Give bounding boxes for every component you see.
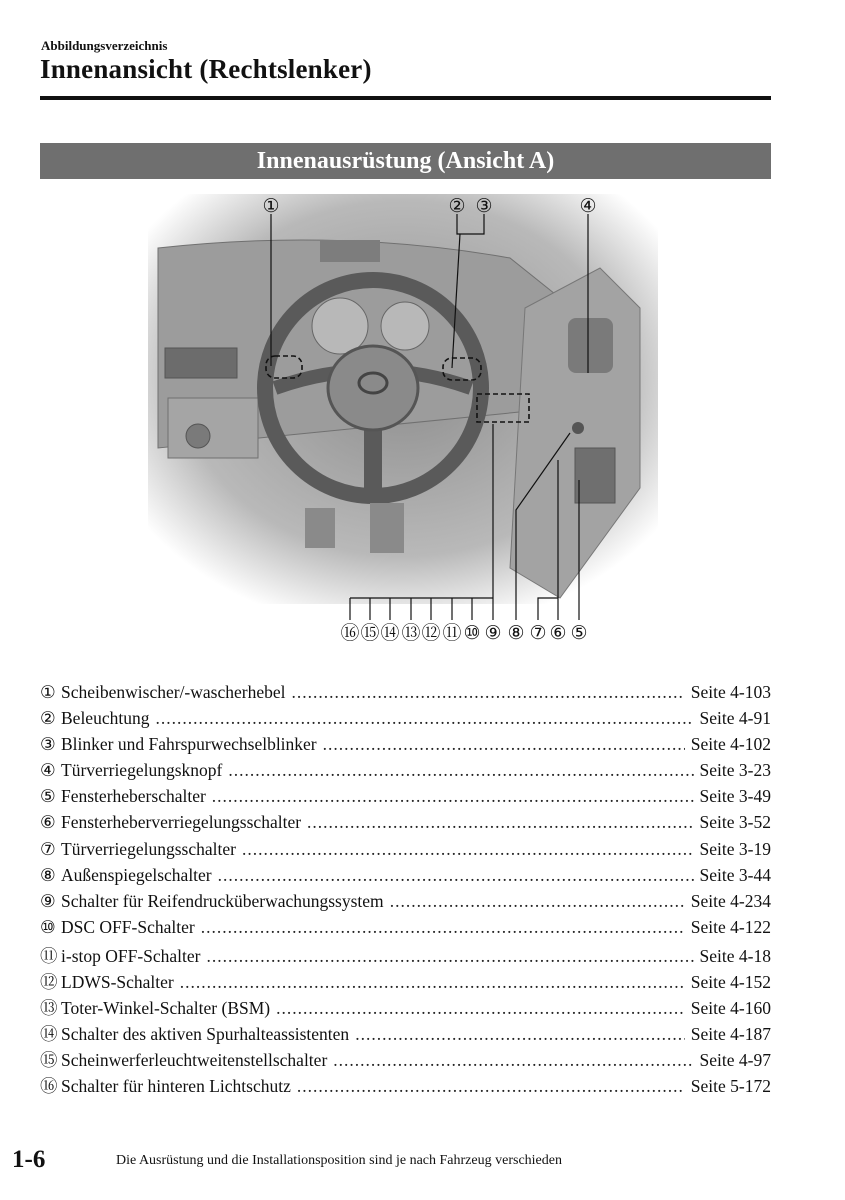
leader-dots — [207, 946, 694, 967]
page-title: Innenansicht (Rechtslenker) — [40, 54, 372, 84]
list-item[interactable] — [40, 839, 771, 865]
list-item[interactable] — [40, 917, 771, 943]
leader-dots — [276, 998, 685, 1019]
callout-4: ④ — [579, 195, 597, 217]
callout-8: ⑧ — [507, 622, 525, 644]
steering-hub — [328, 346, 418, 430]
item-label: DSC OFF-Schalter — [61, 916, 195, 937]
list-item[interactable] — [40, 760, 771, 786]
item-page[interactable]: Seite 4-187 — [690, 1024, 771, 1045]
item-page[interactable]: Seite 4-160 — [690, 998, 771, 1019]
item-label: Beleuchtung — [61, 708, 150, 729]
leader-dots — [228, 760, 693, 781]
item-label: Fensterheberschalter — [61, 786, 206, 807]
callout-10: ⑩ — [463, 622, 481, 644]
item-number: ⑤ — [40, 786, 56, 807]
list-item[interactable] — [40, 865, 771, 891]
gauge-left — [312, 298, 368, 354]
item-number: ⑧ — [40, 864, 56, 885]
callout-2: ② — [448, 195, 466, 217]
list-item[interactable] — [40, 995, 771, 1021]
callout-9: ⑨ — [484, 622, 502, 644]
footer-page-number: 1-6 — [12, 1146, 46, 1173]
item-label: i-stop OFF-Schalter — [61, 945, 201, 966]
list-item[interactable] — [40, 1021, 771, 1047]
callout-1: ① — [262, 195, 280, 217]
callout-13: ⑬ — [401, 622, 421, 644]
interior-figure — [40, 188, 771, 658]
leader-dots — [212, 786, 694, 807]
item-page[interactable]: Seite 4-102 — [690, 734, 771, 755]
item-label: Türverriegelungsschalter — [61, 838, 236, 859]
title-rule — [40, 96, 771, 100]
leader-dots — [355, 1024, 685, 1045]
item-page[interactable]: Seite 4-91 — [699, 708, 771, 729]
list-item[interactable] — [40, 786, 771, 812]
leader-dots — [180, 972, 685, 993]
list-item[interactable] — [40, 682, 771, 708]
callout-12: ⑫ — [421, 622, 441, 644]
item-number: ⑪ — [40, 945, 58, 966]
index-list — [40, 682, 771, 1100]
item-label: Schalter für hinteren Lichtschutz — [61, 1076, 291, 1097]
callout-3: ③ — [475, 195, 493, 217]
leader-dots — [333, 1050, 693, 1071]
section-label: Abbildungsverzeichnis — [41, 38, 168, 53]
item-page[interactable]: Seite 3-49 — [699, 786, 771, 807]
item-page[interactable]: Seite 4-18 — [699, 945, 771, 966]
list-item[interactable] — [40, 891, 771, 917]
item-page[interactable]: Seite 4-97 — [699, 1050, 771, 1071]
list-item[interactable] — [40, 734, 771, 760]
item-number: ⑥ — [40, 812, 56, 833]
callout-6: ⑥ — [549, 622, 567, 644]
item-label: Schalter für Reifendrucküberwachungssystem — [61, 890, 384, 911]
callout-11: ⑪ — [442, 622, 462, 644]
center-vent — [165, 348, 237, 378]
item-label: Toter-Winkel-Schalter (BSM) — [61, 998, 271, 1019]
item-number: ① — [40, 682, 56, 702]
list-item[interactable] — [40, 708, 771, 734]
item-number: ⑯ — [40, 1076, 58, 1097]
item-label: Scheinwerferleuchtweitenstellschalter — [61, 1050, 328, 1071]
leader-dots — [218, 865, 694, 886]
list-item[interactable] — [40, 1047, 771, 1073]
list-item[interactable] — [40, 969, 771, 995]
list-item[interactable] — [40, 943, 771, 969]
callout-15: ⑮ — [360, 622, 380, 644]
item-page[interactable]: Seite 3-19 — [699, 838, 771, 859]
item-label: Türverriegelungsknopf — [61, 760, 223, 781]
item-label: Fensterheberverriegelungsschalter — [61, 812, 302, 833]
item-page[interactable]: Seite 5-172 — [690, 1076, 771, 1097]
item-label: Scheibenwischer/-wascherhebel — [61, 682, 286, 702]
list-item[interactable] — [40, 1073, 771, 1099]
section-banner: Innenausrüstung (Ansicht A) — [40, 143, 771, 179]
item-number: ⑭ — [40, 1024, 58, 1045]
leader-dots — [242, 839, 694, 860]
callout-5: ⑤ — [570, 622, 588, 644]
leader-dots — [297, 1076, 685, 1097]
interior-illustration — [40, 188, 771, 658]
list-item[interactable] — [40, 812, 771, 838]
item-number: ⑫ — [40, 972, 58, 993]
item-page[interactable]: Seite 3-44 — [699, 864, 771, 885]
callout-7: ⑦ — [529, 622, 547, 644]
item-page[interactable]: Seite 3-52 — [699, 812, 771, 833]
item-number: ④ — [40, 760, 56, 781]
callout-16: ⑯ — [340, 622, 360, 644]
item-number: ⑨ — [40, 890, 56, 911]
leader-dots — [201, 917, 685, 938]
item-number: ⑦ — [40, 838, 56, 859]
item-number: ⑬ — [40, 998, 58, 1019]
item-number: ⑮ — [40, 1050, 58, 1071]
footer-note: Die Ausrüstung und die Installationsposition sind je nach Fahrzeug verschieden — [116, 1153, 562, 1168]
item-number: ② — [40, 708, 56, 729]
item-page[interactable]: Seite 4-234 — [690, 890, 771, 911]
gauge-right — [381, 302, 429, 350]
item-number: ③ — [40, 734, 56, 755]
item-label: Schalter des aktiven Spurhalteassistenten — [61, 1024, 350, 1045]
callout-14: ⑭ — [380, 622, 400, 644]
item-page[interactable]: Seite 4-122 — [690, 916, 771, 937]
item-page[interactable]: Seite 3-23 — [699, 760, 771, 781]
leader-dots — [307, 812, 694, 833]
item-label: LDWS-Schalter — [61, 972, 174, 993]
leader-dots — [155, 708, 693, 729]
leader-dots — [390, 891, 685, 912]
leader-dots — [323, 734, 685, 755]
item-label: Blinker und Fahrspurwechselblinker — [61, 734, 317, 755]
item-number: ⑩ — [40, 916, 56, 937]
item-page[interactable]: Seite 4-152 — [690, 972, 771, 993]
leader-dots — [291, 682, 684, 703]
item-page[interactable]: Seite 4-103 — [690, 682, 771, 702]
item-label: Außenspiegelschalter — [61, 864, 212, 885]
